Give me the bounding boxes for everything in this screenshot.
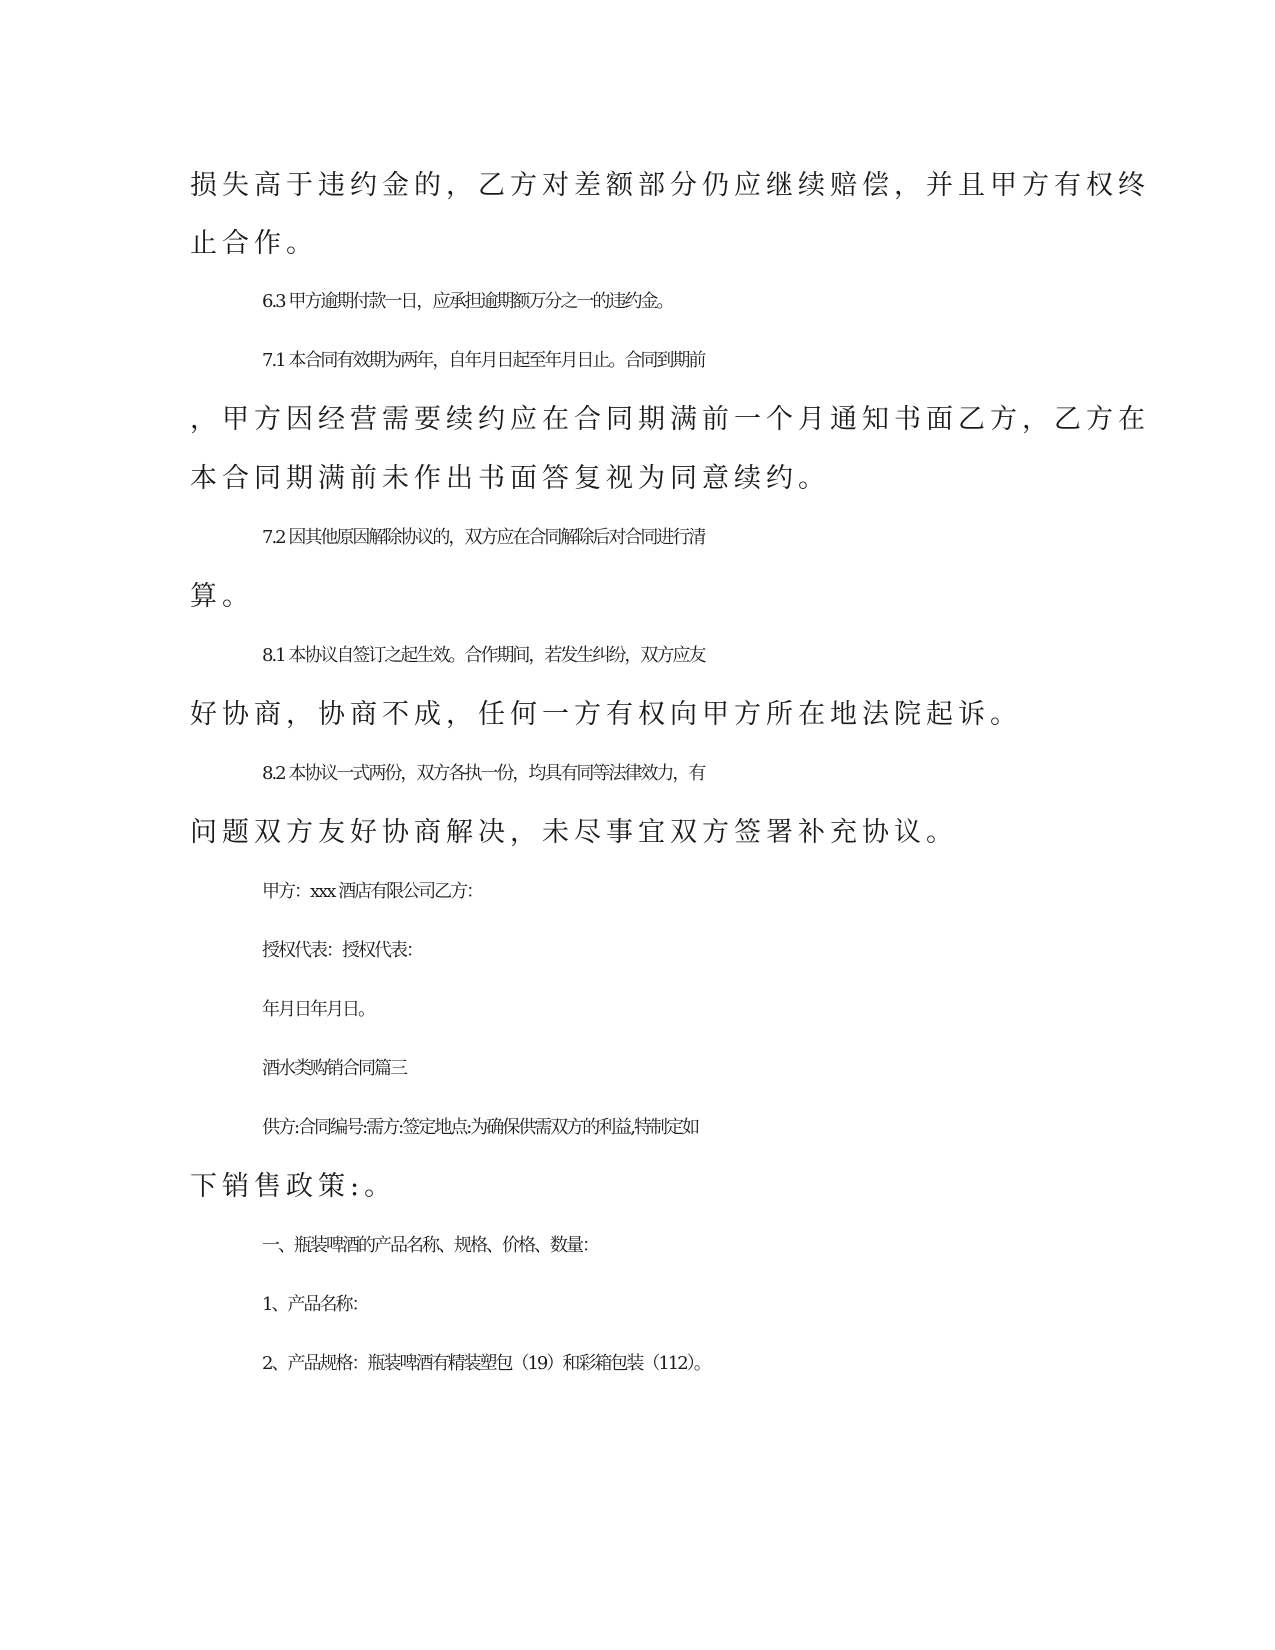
text-line: 好协商，协商不成，任何一方有权向甲方所在地法院起诉。 <box>190 699 1022 730</box>
text-line: 7.2 因其他原因解除协议的，双方应在合同解除后对合同进行清 <box>262 527 705 548</box>
text-line: 供方:合同编号:需方:签定地点:为确保供需双方的利益,特制定如 <box>262 1117 698 1138</box>
text-line: 授权代表：授权代表： <box>262 940 422 961</box>
text-line: 止合作。 <box>190 228 318 259</box>
text-line: 8.2 本协议一式两份，双方各执一份，均具有同等法律效力，有 <box>262 763 705 784</box>
text-line: 甲方：xxx 酒店有限公司乙方： <box>262 881 483 902</box>
text-line: 一、瓶装啤酒的产品名称、规格、价格、数量： <box>262 1235 598 1256</box>
text-line: 8.1 本协议自签订之起生效。合作期间，若发生纠纷，双方应友 <box>262 645 705 666</box>
text-line: 算。 <box>190 581 254 612</box>
text-line: 6.3 甲方逾期付款一日，应承担逾期额万分之一的违约金。 <box>262 291 673 312</box>
text-line: 2、产品规格：瓶装啤酒有精装塑包（19）和彩箱包装（112）。 <box>262 1353 710 1374</box>
text-line: ，甲方因经营需要续约应在合同期满前一个月通知书面乙方，乙方在 <box>190 404 1150 435</box>
text-line: 问题双方友好协商解决，未尽事宜双方签署补充协议。 <box>190 817 958 848</box>
text-line: 年月日年月日。 <box>262 999 374 1020</box>
text-line: 本合同期满前未作出书面答复视为同意续约。 <box>190 463 830 494</box>
text-line: 下销售政策:。 <box>190 1171 397 1202</box>
section-heading: 酒水类购销合同篇三 <box>262 1058 406 1079</box>
text-line: 7.1 本合同有效期为两年，自年月日起至年月日止。合同到期前 <box>262 350 705 371</box>
text-line: 损失高于违约金的，乙方对差额部分仍应继续赔偿，并且甲方有权终 <box>190 170 1150 201</box>
text-line: 1、产品名称： <box>262 1294 368 1315</box>
